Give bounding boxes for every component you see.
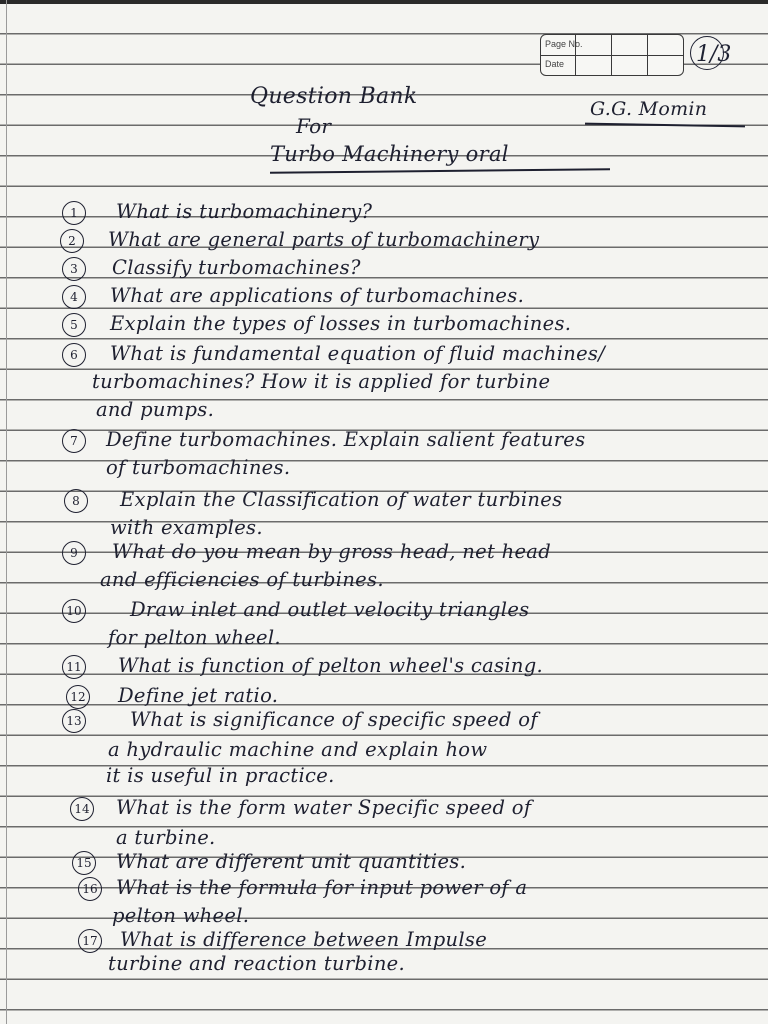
question-number: 4	[62, 285, 86, 309]
question-text: What is function of pelton wheel's casing.	[118, 654, 544, 677]
question-text: Classify turbomachines?	[112, 256, 361, 279]
title-line-1: Question Bank	[250, 84, 418, 109]
question-text: Define jet ratio.	[118, 684, 279, 707]
question-text: of turbomachines.	[106, 456, 291, 479]
author-underline	[585, 123, 745, 127]
question-text: pelton wheel.	[112, 904, 250, 927]
question-number: 8	[64, 489, 88, 513]
question-text: Explain the types of losses in turbomachines.	[110, 312, 572, 335]
question-text: What are different unit quantities.	[116, 850, 467, 873]
question-text: Explain the Classification of water turbines	[120, 488, 563, 511]
title-line-2: For	[296, 114, 332, 138]
question-text: What is difference between Impulse	[120, 928, 488, 951]
question-text: with examples.	[110, 516, 263, 539]
author-name: G.G. Momin	[590, 98, 708, 120]
question-number: 17	[78, 929, 102, 953]
question-text: What is fundamental equation of fluid machines/	[110, 342, 606, 365]
question-text: What are general parts of turbomachinery	[108, 228, 540, 251]
page-number-text: 1/3	[696, 42, 732, 67]
question-number: 13	[62, 709, 86, 733]
question-text: a hydraulic machine and explain how	[108, 738, 488, 761]
question-text: a turbine.	[116, 826, 216, 849]
question-number: 10	[62, 599, 86, 623]
question-number: 14	[70, 797, 94, 821]
question-text: it is useful in practice.	[106, 764, 335, 787]
question-text: What is the form water Specific speed of	[116, 796, 532, 819]
page-number	[696, 42, 731, 67]
question-number: 16	[78, 877, 102, 901]
question-text: for pelton wheel.	[108, 626, 281, 649]
question-number: 6	[62, 343, 86, 367]
question-text: and pumps.	[96, 398, 215, 421]
question-number: 3	[62, 257, 86, 281]
question-number: 12	[66, 685, 90, 709]
margin-line	[6, 0, 7, 1024]
title-line-3: Turbo Machinery oral	[270, 142, 509, 166]
title-underline	[270, 168, 610, 173]
question-text: What is significance of specific speed of	[130, 708, 538, 731]
page-top-edge	[0, 0, 768, 4]
page-number-circle	[690, 36, 724, 70]
question-text: turbine and reaction turbine.	[108, 952, 406, 975]
question-text: Define turbomachines. Explain salient features	[106, 428, 586, 451]
question-number: 5	[62, 313, 86, 337]
question-number: 15	[72, 851, 96, 875]
question-number: 1	[62, 201, 86, 225]
date-label: Date	[545, 59, 565, 69]
question-number: 7	[62, 429, 86, 453]
question-number: 11	[62, 655, 86, 679]
question-text: turbomachines? How it is applied for turbine	[92, 370, 551, 393]
question-text: and efficiencies of turbines.	[100, 568, 384, 591]
question-text: What is the formula for input power of a	[116, 876, 528, 899]
question-number: 2	[60, 229, 84, 253]
page-date-box	[540, 34, 684, 76]
page-no-label: Page No.	[545, 39, 583, 49]
question-text: What is turbomachinery?	[116, 200, 373, 223]
question-text: What do you mean by gross head, net head	[112, 540, 552, 563]
question-text: Draw inlet and outlet velocity triangles	[130, 598, 530, 621]
question-text: What are applications of turbomachines.	[110, 284, 525, 307]
question-number: 9	[62, 541, 86, 565]
